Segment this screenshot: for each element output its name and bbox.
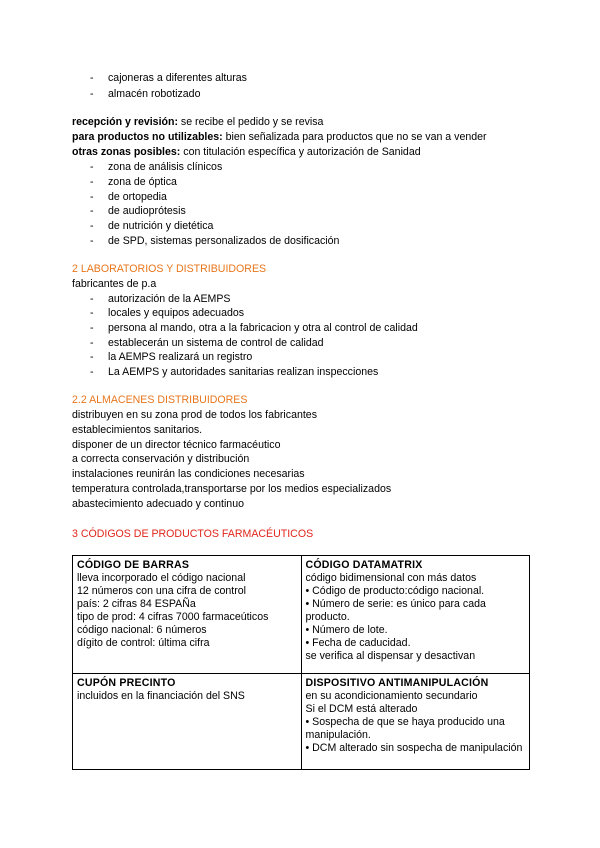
section-intro: fabricantes de p.a: [72, 278, 157, 290]
cell-title: CÓDIGO DE BARRAS: [77, 559, 190, 571]
text-line: temperatura controlada,transportarse por los medios especializados: [72, 483, 392, 495]
section-heading: 2 LABORATORIOS Y DISTRIBUIDORES: [72, 263, 267, 275]
table-row: [73, 674, 530, 770]
cell-codigo-barras: CÓDIGO DE BARRAS lleva incorporado el código nacional 12 números con una cifra de control país: 2 cifras 84 ESPAÑa tipo de prod: 4 cifras 7000 farmaceúticos código nacional: 6 números dígito de control: última cifra: [73, 556, 302, 674]
cell-title: CÓDIGO DATAMATRIX: [305, 559, 423, 571]
cell-cupon-precinto: CUPÓN PRECINTO incluidos en la financiación del SNS: [73, 674, 302, 770]
paragraph-recepcion: recepción y revisión: se recibe el pedido y se revisa: [72, 116, 324, 128]
paragraph-no-utilizables: para productos no utilizables: bien señalizada para productos que no se van a vender: [72, 131, 487, 143]
paragraph-otras-zonas: otras zonas posibles: con titulación específica y autorización de Sanidad: [72, 146, 421, 158]
text-line: a correcta conservación y distribución: [72, 453, 250, 465]
text-line: instalaciones reunirán las condiciones necesarias: [72, 468, 305, 480]
text-line: establecimientos sanitarios.: [72, 424, 203, 436]
cell-dispositivo-antimanipulacion: DISPOSITIVO ANTIMANIPULACIÓN en su acondicionamiento secundario Si el DCM está alterado • Sospecha de que se haya producido una manipulación. • DCM alterado sin sospecha de manipulación: [301, 674, 530, 770]
cell-title: DISPOSITIVO ANTIMANIPULACIÓN: [305, 677, 489, 689]
cell-title: CUPÓN PRECINTO: [77, 677, 176, 689]
document-page: - cajoneras a diferentes alturas - almacén robotizado recepción y revisión: se recibe el pedido y se revisa para productos no utilizables: bien señalizada para productos que no se van a vender otras zonas posibles: con titulación específica y autorización de Sanidad - zona de análisis clínicos - zona de óptica - de ortopedia - de audioprótesis - de nutrición y dietética - de SPD, sistemas personalizados de dosificación 2 LABORATORIOS Y DISTRIBUIDORES fabricantes de p.a - autorización de la AEMPS - locales y equipos adecuados - persona al mando, otra a la fabricacion y otra al control de calidad - establecerán un sistema de control de calidad - la AEMPS realizará un registro - La AEMPS y autoridades sanitarias realizan inspecciones 2.2 ALMACENES DISTRIBUIDORES distribuyen en su zona prod de todos los fabricantes establecimientos sanitarios. disponer de un director técnico farmacéutico a correcta conservación y distribución instalaciones reunirán las condiciones necesarias temperatura controlada,transportarse por los medios especializados abastecimiento adecuado y continuo 3 CÓDIGOS DE PRODUCTOS FARMACÉUTICOS CÓDIGO DE BARRAS lleva incorporado el código nacional 12 números con una cifra de control país: 2 cifras 84 ESPAÑa tipo de prod: 4 cifras 7000 farmaceúticos código nacional: 6 números dígito de control: última cifra CÓDIGO DATAMATRIX código bidimensional con más datos • Código de producto:código nacional. • Número de serie: es único para cada producto. • Número de lote. • Fecha de caducidad. se verifica al dispensar y desactivan CUPÓN PRECINTO incluidos en la financiación del SNS DISPOSITIVO ANTIMANIPULACIÓN en su acondicionamiento secundario Si el DCM está alterado • Sospecha de que se haya producido una manipulación. • DCM alterado sin sospecha de manipulación: [0, 0, 600, 848]
text-line: distribuyen en su zona prod de todos los fabricantes: [72, 409, 317, 421]
section-heading: 3 CÓDIGOS DE PRODUCTOS FARMACÉUTICOS: [72, 528, 314, 540]
text-line: disponer de un director técnico farmacéutico: [72, 439, 281, 451]
text-line: abastecimiento adecuado y continuo: [72, 498, 244, 510]
section-heading: 2.2 ALMACENES DISTRIBUIDORES: [72, 394, 248, 406]
cell-codigo-datamatrix: CÓDIGO DATAMATRIX código bidimensional con más datos • Código de producto:código nacional. • Número de serie: es único para cada producto. • Número de lote. • Fecha de caducidad. se verifica al dispensar y desactivan: [301, 556, 530, 674]
table-row: [73, 556, 530, 674]
codes-table: [72, 555, 530, 770]
